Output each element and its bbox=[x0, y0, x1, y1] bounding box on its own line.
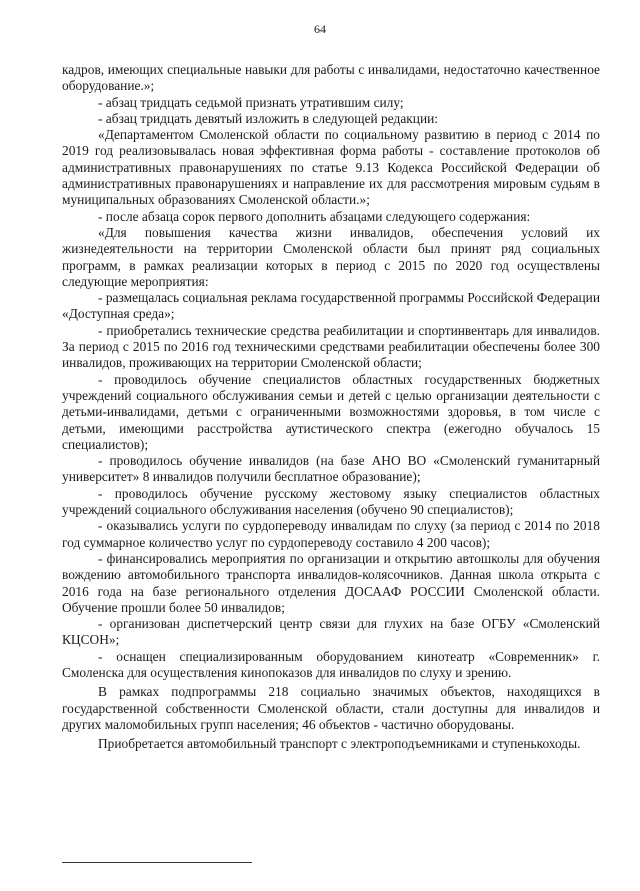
page-number: 64 bbox=[314, 22, 326, 36]
paragraph: - проводилось обучение специалистов областных государственных бюджетных учреждений социального обслуживания семьи и детей с целью организации деятельности с детьми-инвалидами, детьми с ограниченными возможностями здоровья, в том числе с детьми, имеющими расстройства аутистического спектра (ежегодно обучалось 15 специалистов); bbox=[62, 371, 600, 452]
paragraph: - оснащен специализированным оборудованием кинотеатр «Современник» г. Смоленска для осуществления кинопоказов для инвалидов по слуху и зрению. bbox=[62, 648, 600, 680]
paragraph: - проводилось обучение инвалидов (на базе АНО ВО «Смоленский гуманитарный университет» 8 инвалидов получили бесплатное образование); bbox=[62, 453, 600, 485]
footer-rule bbox=[62, 862, 252, 863]
paragraph: - организован диспетчерский центр связи для глухих на базе ОГБУ «Смоленский КЦСОН»; bbox=[62, 616, 600, 648]
paragraph: В рамках подпрограммы 218 социально значимых объектов, находящихся в государственной собственности Смоленской области, стали доступны для инвалидов и других маломобильных групп населения; 46 объектов - частично оборудованы. bbox=[62, 684, 600, 732]
paragraph: - после абзаца сорок первого дополнить абзацами следующего содержания: bbox=[98, 208, 531, 224]
paragraph: - проводилось обучение русскому жестовому языку специалистов областных учреждений социального обслуживания населения (обучено 90 специалистов); bbox=[62, 485, 600, 518]
paragraph: - финансировались мероприятия по организации и открытию автошколы для обучения вождению автомобильного транспорта инвалидов-колясочников. Данная школа открыта с 2016 года на базе регионального отделения ДОСААФ РОССИИ Смоленской области. Обучение прошли более 50 инвалидов; bbox=[62, 550, 600, 615]
paragraph: - абзац тридцать девятый изложить в следующей редакции: bbox=[98, 110, 439, 126]
document-body bbox=[62, 62, 600, 752]
paragraph: Приобретается автомобильный транспорт с электроподъемниками и ступенькоходы. bbox=[98, 736, 581, 752]
paragraph: - размещалась социальная реклама государственной программы Российской Федерации «Доступная среда»; bbox=[62, 290, 600, 322]
paragraph: - приобретались технические средства реабилитации и спортинвентарь для инвалидов. За период с 2015 по 2016 год техническими средствами реабилитации обеспечены более 300 инвалидов, проживающих на территории Смоленской области; bbox=[62, 322, 600, 371]
paragraph: - оказывались услуги по сурдопереводу инвалидам по слуху (за период с 2014 по 2018 год суммарное количество услуг по сурдопереводу составило 4 200 часов); bbox=[62, 518, 600, 550]
paragraph: «Для повышения качества жизни инвалидов, обеспечения условий их жизнедеятельности на территории Смоленской области был принят ряд социальных программ, в рамках реализации которых в период с 2015 по 2020 год осуществлены следующие мероприятия: bbox=[62, 224, 600, 289]
paragraph: «Департаментом Смоленской области по социальному развитию в период с 2014 по 2019 год реализовывалась новая эффективная форма работы - составление протоколов об административных правонарушениях по статье 9.13 Кодекса Российской Федерации об административных правонарушениях и направление их для рассмотрения мировым судьям в муниципальных образованиях Смоленской области.»; bbox=[62, 127, 600, 208]
paragraph: кадров, имеющих специальные навыки для работы с инвалидами, недостаточно качественное оборудование.»; bbox=[62, 62, 600, 94]
paragraph: - абзац тридцать седьмой признать утратившим силу; bbox=[98, 94, 404, 110]
